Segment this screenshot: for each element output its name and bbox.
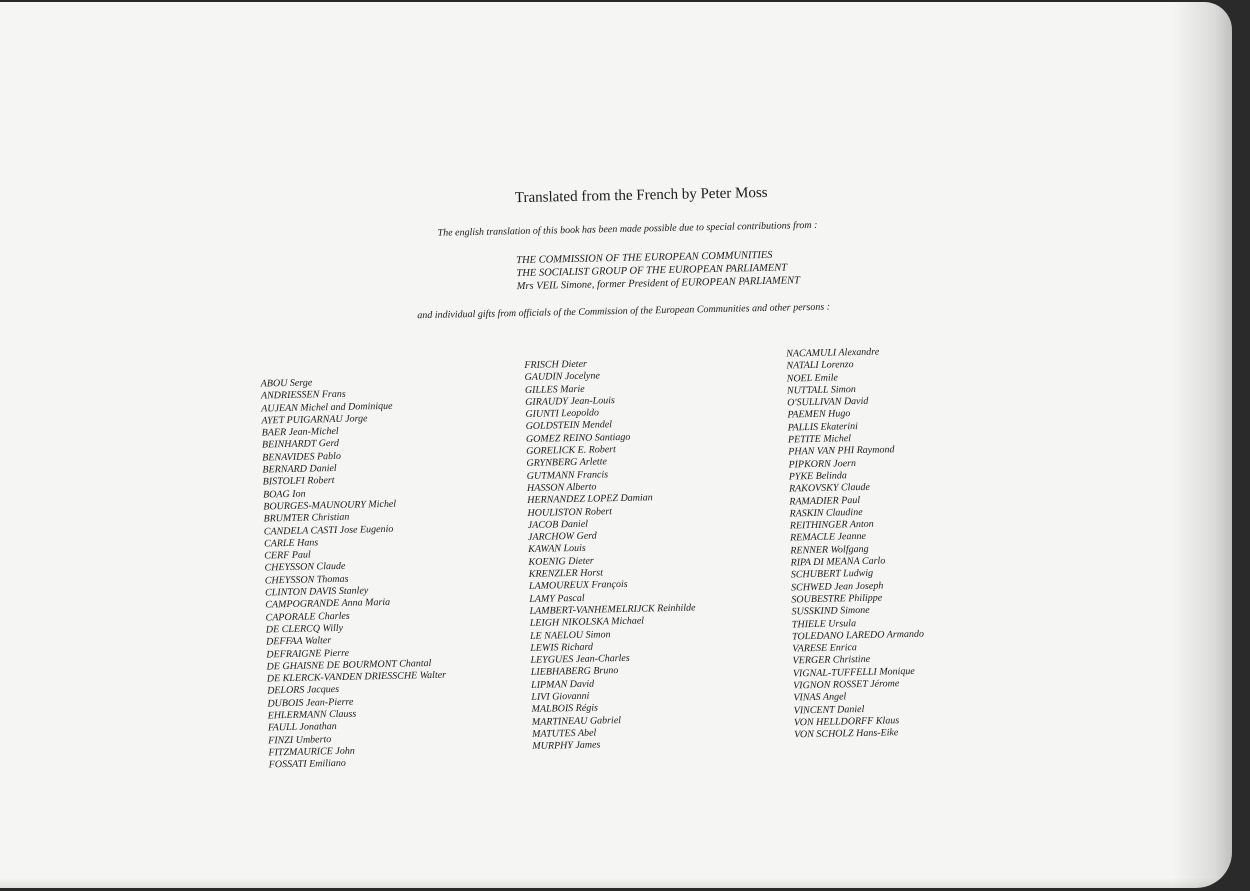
contributor-name: GUTMANN Francis xyxy=(526,468,609,482)
contributor-name: GIRAUDY Jean-Louis xyxy=(525,394,615,408)
contributor-name: FOSSATI Emiliano xyxy=(268,758,346,771)
contributor-name: LAMY Pascal xyxy=(529,592,585,605)
contributor-name: GORELICK E. Robert xyxy=(526,444,616,458)
contributor-name: GIUNTI Leopoldo xyxy=(525,407,600,421)
contributor-name: BISTOLFI Robert xyxy=(262,475,335,488)
intro-line: The english translation of this book has been made possible due to special contributions from : xyxy=(437,219,818,239)
contributor-name: VON SCHOLZ Hans-Eike xyxy=(794,727,899,741)
contributor-name: ANDRIESSEN Frans xyxy=(260,389,346,402)
contributor-name: BOAG Ion xyxy=(262,488,306,501)
contributor-name: DEFRAIGNE Pierre xyxy=(266,647,350,660)
contributor-name: LEIGH NIKOLSKA Michael xyxy=(529,615,645,630)
contributor-name: REITHINGER Anton xyxy=(789,518,874,532)
contributor-name: AUJEAN Michel and Dominique xyxy=(261,400,393,415)
contributor-name: RAMADIER Paul xyxy=(789,494,861,508)
contributor-name: BOURGES-MAUNOURY Michel xyxy=(263,498,397,513)
contributor-line: THE SOCIALIST GROUP OF THE EUROPEAN PARLIAMENT xyxy=(516,262,788,280)
contributor-name: FITZMAURICE John xyxy=(268,745,355,759)
contributor-name: DEFFAA Walter xyxy=(265,635,332,648)
contributor-name: KOENIG Dieter xyxy=(528,555,594,568)
contributor-line: THE COMMISSION OF THE EUROPEAN COMMUNITIES xyxy=(516,249,773,267)
page-edge-shadow xyxy=(1172,2,1232,888)
contributor-name: GOMEZ REINO Santiago xyxy=(525,431,631,445)
contributor-name: MALBOIS Régis xyxy=(531,702,599,716)
book-page xyxy=(0,2,1232,888)
contributor-name: RIPA DI MEANA Carlo xyxy=(790,555,886,569)
contributor-name: BERNARD Daniel xyxy=(262,463,337,476)
contributor-name: EHLERMANN Clauss xyxy=(267,708,357,722)
contributor-name: JARCHOW Gerd xyxy=(527,530,597,544)
contributor-name: PYKE Belinda xyxy=(788,470,847,483)
contributor-name: SOUBESTRE Philippe xyxy=(791,592,883,606)
gifts-line: and individual gifts from officials of the Commission of the European Communities and other persons : xyxy=(417,301,831,322)
contributor-name: GRYNBERG Arlette xyxy=(526,456,608,470)
contributor-name: HERNANDEZ LOPEZ Damian xyxy=(527,492,653,507)
names-column-3 xyxy=(786,346,926,742)
contributor-name: VINAS Angel xyxy=(793,691,847,704)
contributor-name: PHAN VAN PHI Raymond xyxy=(788,444,895,458)
contributor-name: RENNER Wolfgang xyxy=(790,543,869,557)
contributor-name: LIVI Giovanni xyxy=(531,690,590,703)
contributor-name: LIPMAN David xyxy=(530,678,595,691)
page-bottom-edge xyxy=(0,878,1232,888)
contributor-name: GILLES Marie xyxy=(524,383,585,396)
contributor-name: RASKIN Claudine xyxy=(789,506,863,520)
contributor-name: BENAVIDES Pablo xyxy=(262,450,342,464)
contributor-name: LAMBERT-VANHEMELRIJCK Reinhilde xyxy=(529,602,696,617)
contributor-name: MURPHY James xyxy=(532,739,601,753)
contributor-name: VIGNON ROSSET Jérome xyxy=(793,678,900,692)
contributor-name: LEWIS Richard xyxy=(530,641,594,654)
contributor-name: CHEYSSON Thomas xyxy=(264,573,349,587)
contributor-name: CANDELA CASTI Jose Eugenio xyxy=(263,523,394,538)
contributor-name: TOLEDANO LAREDO Armando xyxy=(792,628,925,643)
contributor-name: REMACLE Jeanne xyxy=(789,531,866,544)
contributor-name: MARTINEAU Gabriel xyxy=(531,714,622,728)
contributor-name: FRISCH Dieter xyxy=(524,358,587,371)
contributor-name: KAWAN Louis xyxy=(528,543,586,556)
contributor-name: O'SULLIVAN David xyxy=(787,395,869,409)
contributor-name: CHEYSSON Claude xyxy=(264,561,346,574)
contributor-name: VERGER Christine xyxy=(792,654,871,667)
translation-credit: Translated from the French by Peter Moss xyxy=(514,184,768,207)
names-column-2 xyxy=(524,357,698,754)
contributor-name: VINCENT Daniel xyxy=(793,703,865,717)
contributor-name: CAMPOGRANDE Anna Maria xyxy=(265,597,391,611)
contributor-name: SUSSKIND Simone xyxy=(791,605,870,618)
contributor-name: KRENZLER Horst xyxy=(528,567,604,580)
contributor-name: SCHWED Jean Joseph xyxy=(790,580,884,594)
contributor-line: Mrs VEIL Simone, former President of EUROPEAN PARLIAMENT xyxy=(516,275,801,293)
contributor-name: DE KLERCK-VANDEN DRIESSCHE Walter xyxy=(266,669,447,685)
contributor-name: HOULISTON Robert xyxy=(527,505,613,519)
contributor-name: GOLDSTEIN Mendel xyxy=(525,419,613,433)
contributor-name: DELORS Jacques xyxy=(267,684,340,697)
contributor-name: NOEL Emile xyxy=(786,372,839,385)
contributor-name: NACAMULI Alexandre xyxy=(786,346,880,360)
contributor-name: VON HELLDORFF Klaus xyxy=(793,715,900,729)
contributor-name: MATUTES Abel xyxy=(531,727,597,740)
contributor-name: DE CLERCQ Willy xyxy=(265,622,344,636)
contributor-name: ABOU Serge xyxy=(260,377,313,390)
contributor-name: RAKOVSKY Claude xyxy=(788,482,870,495)
contributor-name: AYET PUIGARNAU Jorge xyxy=(261,413,368,427)
contributor-name: VARESE Enrica xyxy=(792,642,858,655)
contributor-name: NUTTALL Simon xyxy=(786,383,856,397)
contributor-name: CARLE Hans xyxy=(263,537,319,550)
contributor-name: FAULL Jonathan xyxy=(267,721,337,734)
contributor-name: PETITE Michel xyxy=(787,433,852,446)
contributor-name: SCHUBERT Ludwig xyxy=(790,568,874,581)
contributor-name: PIPKORN Joern xyxy=(788,457,857,471)
contributor-name: GAUDIN Jocelyne xyxy=(524,370,600,384)
contributor-name: CLINTON DAVIS Stanley xyxy=(264,585,369,599)
contributors-block xyxy=(516,248,800,293)
contributor-name: DE GHAISNE DE BOURMONT Chantal xyxy=(266,657,432,673)
contributor-name: BRUMTER Christian xyxy=(263,511,350,525)
contributor-name: LAMOUREUX François xyxy=(528,579,628,593)
contributor-name: HASSON Alberto xyxy=(526,481,597,494)
contributor-name: FINZI Umberto xyxy=(268,733,332,747)
page-content xyxy=(0,2,1232,888)
contributor-name: THIELE Ursula xyxy=(791,617,857,630)
contributor-name: CERF Paul xyxy=(264,549,311,562)
contributor-name: NATALI Lorenzo xyxy=(786,359,854,372)
contributor-name: BAER Jean-Michel xyxy=(261,426,339,439)
contributor-name: LIEBHABERG Bruno xyxy=(530,665,619,679)
names-column-1 xyxy=(261,375,448,772)
contributor-name: LEYGUES Jean-Charles xyxy=(530,652,630,667)
contributor-name: LE NAELOU Simon xyxy=(529,628,611,642)
contributor-name: PALLIS Ekaterini xyxy=(787,420,858,434)
contributor-name: PAEMEN Hugo xyxy=(787,408,851,421)
contributor-name: JACOB Daniel xyxy=(527,518,589,531)
contributor-name: BEINHARDT Gerd xyxy=(261,438,340,451)
contributor-name: DUBOIS Jean-Pierre xyxy=(267,696,354,710)
contributor-name: VIGNAL-TUFFELLI Monique xyxy=(792,665,915,680)
contributor-name: CAPORALE Charles xyxy=(265,610,350,624)
